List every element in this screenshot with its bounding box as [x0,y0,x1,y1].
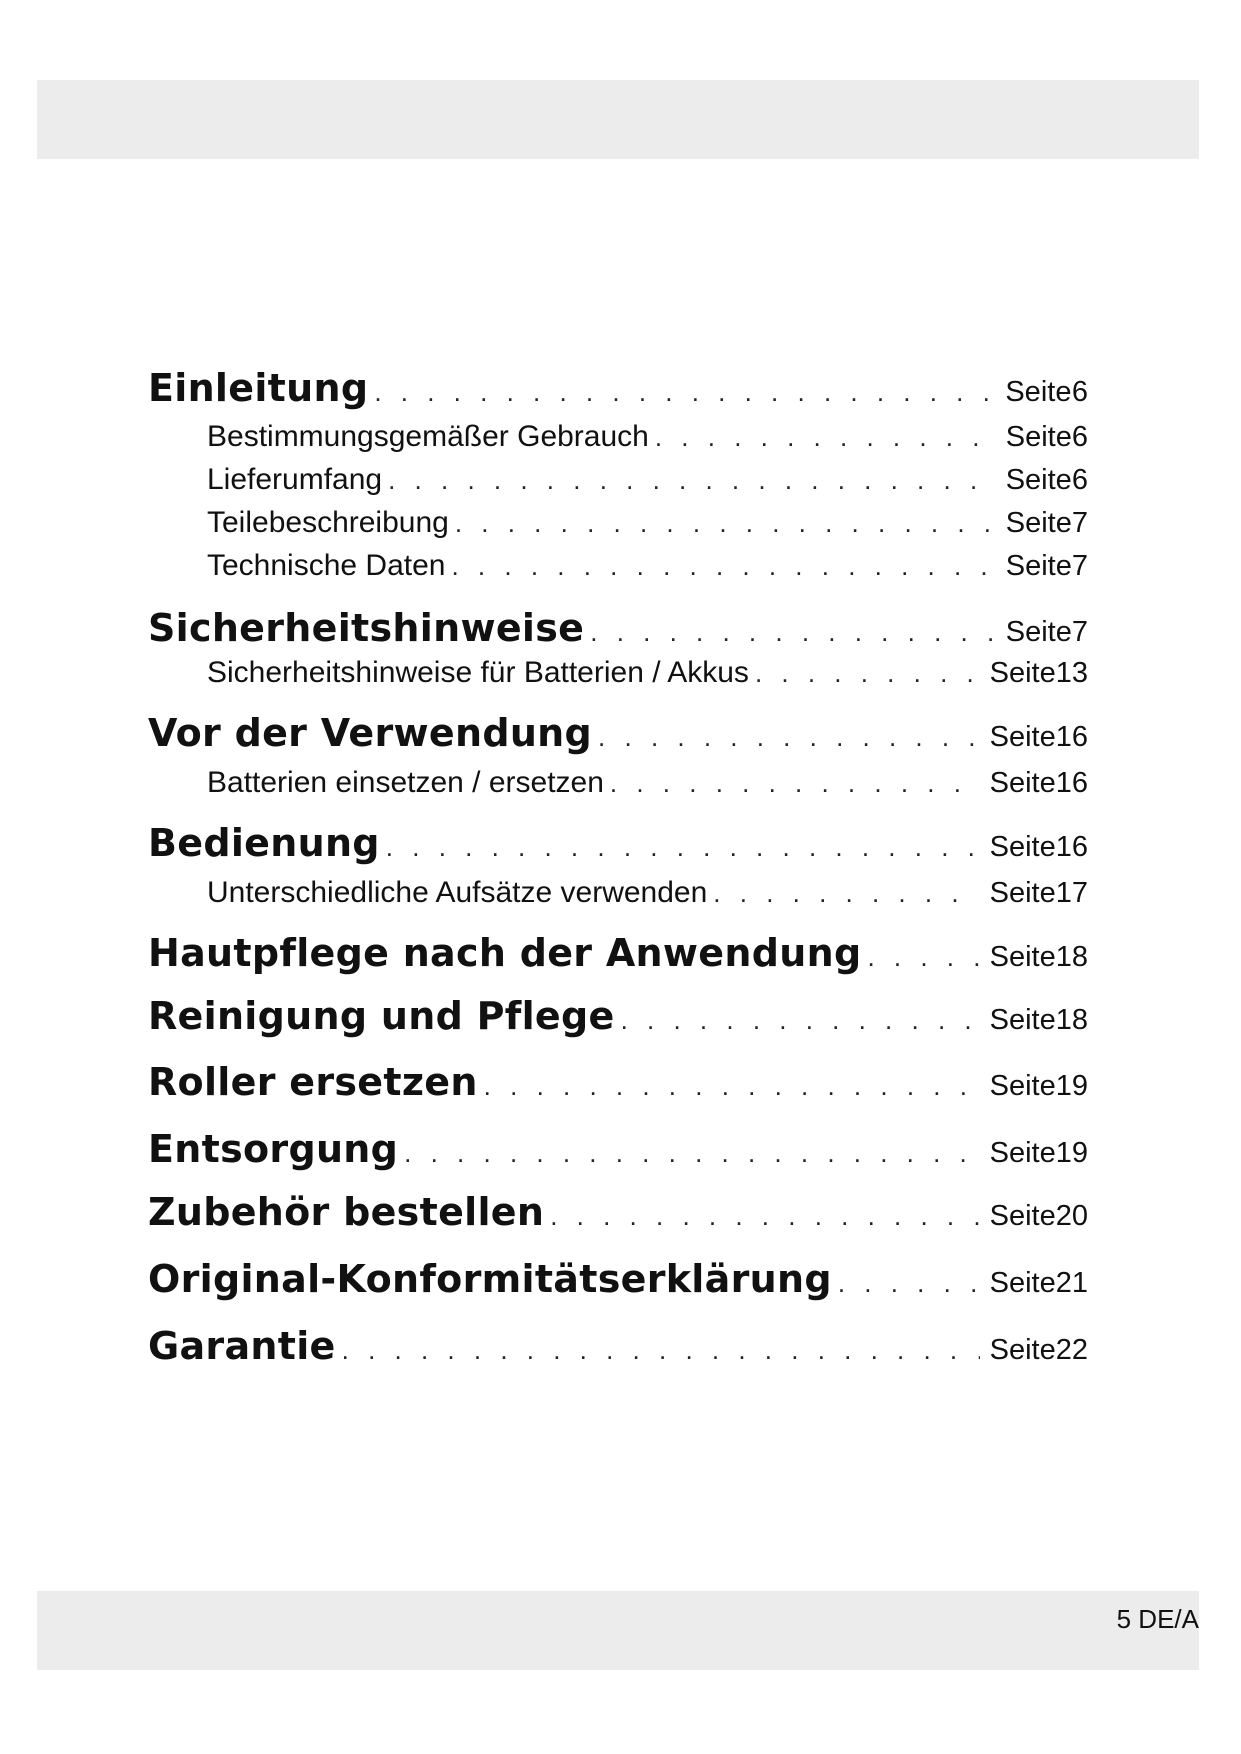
dot-leader [342,1335,980,1366]
footer-band [37,1591,1199,1670]
toc-entry-title: Lieferumfang [207,463,383,496]
dot-leader [386,832,980,863]
toc-seite-label: Seite [989,1137,1056,1169]
toc-page-number: 19 [1055,1070,1088,1102]
toc-entry-title: Unterschiedliche Aufsätze verwenden [207,876,708,909]
toc-entry-konformitaetserklaerung[interactable] [148,1257,1088,1301]
toc-entry-reinigung-und-pflege[interactable] [148,994,1088,1038]
dot-leader [867,942,979,973]
toc-page-number: 7 [1071,616,1088,648]
toc-seite-label: Seite [989,877,1056,909]
toc-entry-title: Sicherheitshinweise für Batterien / Akkus [207,656,749,689]
toc-entry-title: Roller ersetzen [148,1060,478,1104]
toc-entry-garantie[interactable] [148,1324,1088,1368]
toc-page-number: 21 [1055,1267,1088,1299]
toc-entry-title: Batterien einsetzen / ersetzen [207,766,604,799]
toc-page-number: 6 [1071,421,1088,453]
toc-entry-vor-der-verwendung[interactable] [148,711,1088,755]
dot-leader [374,377,995,408]
toc-entry-title: Original-Konformitätserklärung [148,1257,832,1301]
toc-entry-title: Zubehör bestellen [148,1190,545,1234]
toc-page-number: 17 [1055,877,1088,909]
toc-seite-label: Seite [1005,376,1072,408]
toc-entry-technische-daten[interactable] [207,549,1088,583]
dot-leader [590,617,996,648]
toc-page-number: 6 [1071,464,1088,496]
dot-leader [655,422,996,453]
toc-page-number: 7 [1071,550,1088,582]
toc-entry-lieferumfang[interactable] [207,463,1088,497]
toc-page-number: 22 [1055,1334,1088,1366]
dot-leader [404,1138,979,1169]
toc-seite-label: Seite [989,721,1056,753]
toc-entry-sicherheitshinweise[interactable] [148,606,1088,650]
toc-entry-title: Einleitung [148,366,369,410]
toc-entry-teilebeschreibung[interactable] [207,506,1088,540]
toc-entry-sicherheitshinweise-batterien[interactable] [207,656,1088,690]
toc-entry-title: Bedienung [148,821,380,865]
toc-entry-title: Bestimmungsgemäßer Gebrauch [207,420,649,453]
toc-seite-label: Seite [989,1004,1056,1036]
dot-leader [598,722,980,753]
toc-entry-aufsaetze-verwenden[interactable] [207,876,1088,910]
toc-page-number: 6 [1071,376,1088,408]
toc-entry-title: Hautpflege nach der Anwendung [148,931,862,975]
toc-page-number: 20 [1055,1200,1088,1232]
toc-seite-label: Seite [989,767,1056,799]
dot-leader [610,768,980,799]
toc-entry-einleitung[interactable] [148,366,1088,410]
dot-leader [550,1201,979,1232]
toc-entry-title: Vor der Verwendung [148,711,593,755]
toc-seite-label: Seite [989,1070,1056,1102]
toc-seite-label: Seite [989,941,1056,973]
toc-page-number: 16 [1055,721,1088,753]
dot-leader [713,878,979,909]
toc-entry-bedienung[interactable] [148,821,1088,865]
header-band [37,80,1199,159]
toc-entry-title: Entsorgung [148,1127,399,1171]
toc-seite-label: Seite [1005,464,1072,496]
dot-leader [455,508,996,539]
toc-page-number: 16 [1055,767,1088,799]
toc-entry-roller-ersetzen[interactable] [148,1060,1088,1104]
toc-seite-label: Seite [989,1200,1056,1232]
toc-entry-hautpflege[interactable] [148,931,1088,975]
toc-page-number: 18 [1055,941,1088,973]
page-number: 5 DE/A [1116,1604,1199,1634]
toc-page-number: 13 [1055,657,1088,689]
toc-seite-label: Seite [1005,550,1072,582]
dot-leader [621,1005,980,1036]
dot-leader [451,551,995,582]
toc-entry-title: Technische Daten [207,549,446,582]
toc-page-number: 7 [1071,507,1088,539]
toc-entry-zubehoer-bestellen[interactable] [148,1190,1088,1234]
dot-leader [838,1268,980,1299]
toc-seite-label: Seite [989,1334,1056,1366]
toc-seite-label: Seite [1005,507,1072,539]
toc-entry-title: Reinigung und Pflege [148,994,615,1038]
toc-entry-title: Sicherheitshinweise [148,606,585,650]
toc-seite-label: Seite [1005,421,1072,453]
toc-entry-title: Teilebeschreibung [207,506,449,539]
toc-entry-entsorgung[interactable] [148,1127,1088,1171]
toc-entry-bestimmungsgemaesser-gebrauch[interactable] [207,420,1088,454]
toc-page-number: 16 [1055,831,1088,863]
toc-seite-label: Seite [1005,616,1072,648]
toc-entry-title: Garantie [148,1324,336,1368]
toc-seite-label: Seite [989,1267,1056,1299]
toc-entry-batterien-einsetzen[interactable] [207,766,1088,800]
dot-leader [755,658,980,689]
dot-leader [484,1071,980,1102]
toc-seite-label: Seite [989,657,1056,689]
toc-page-number: 18 [1055,1004,1088,1036]
toc-page-number: 19 [1055,1137,1088,1169]
dot-leader [388,465,996,496]
toc-seite-label: Seite [989,831,1056,863]
